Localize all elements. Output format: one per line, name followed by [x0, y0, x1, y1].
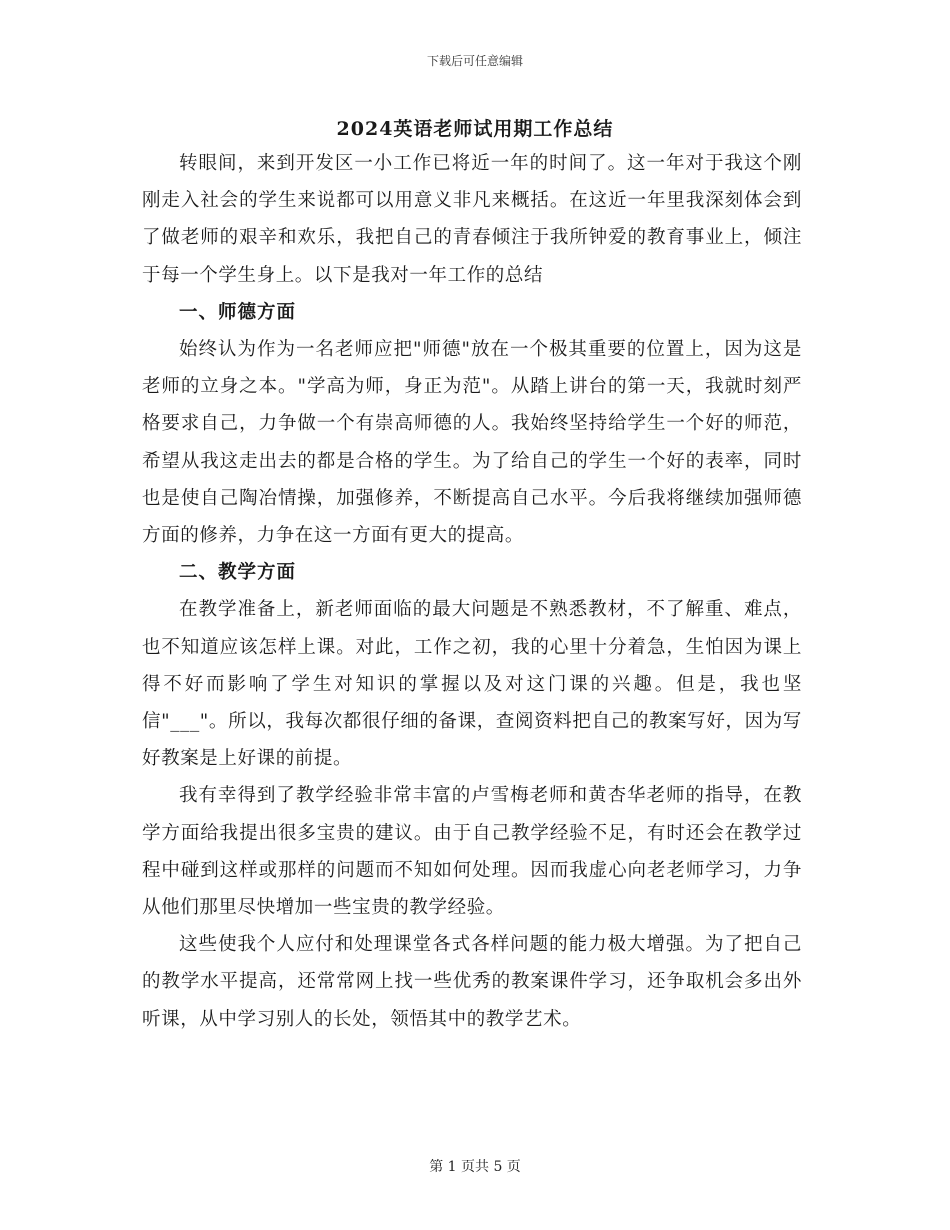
section-heading-ethics: 一、师德方面 — [179, 301, 297, 323]
page-number: 第 1 页共 5 页 — [429, 1159, 521, 1175]
teaching-paragraph-1: 在教学准备上，新老师面临的最大问题是不熟悉教材，不了解重、难点，也不知道应该怎样上课。对此，工作之初，我的心里十分着急，生怕因为课上得不好而影响了学生对知识的掌握以及对这门课的兴趣。但是，我也坚信"___"。所以，我每次都很仔细的备课，查阅资料把自己的教案写好，因为写好教案是上好课的前提。 — [142, 599, 802, 770]
teaching-paragraph-3: 这些使我个人应付和处理课堂各式各样问题的能力极大增强。为了把自己的教学水平提高，还常常网上找一些优秀的教案课件学习，还争取机会多出外听课，从中学习别人的长处，领悟其中的教学艺术。 — [142, 934, 802, 1030]
header-note: 下载后可任意编辑 — [426, 54, 523, 68]
document-title: 2024英语老师试用期工作总结 — [336, 118, 614, 140]
ethics-paragraph: 始终认为作为一名老师应把"师德"放在一个极其重要的位置上，因为这是老师的立身之本。"学高为师，身正为范"。从踏上讲台的第一天，我就时刻严格要求自己，力争做一个有崇高师德的人。我始终坚持给学生一个好的师范，希望从我这走出去的都是合格的学生。为了给自己的学生一个好的表率，同时也是使自己陶冶情操，加强修养，不断提高自己水平。今后我将继续加强师德方面的修养，力争在这一方面有更大的提高。 — [142, 339, 802, 547]
document-body — [142, 145, 802, 1038]
section-heading-teaching: 二、教学方面 — [179, 562, 297, 584]
intro-paragraph: 转眼间，来到开发区一小工作已将近一年的时间了。这一年对于我这个刚刚走入社会的学生来说都可以用意义非凡来概括。在这近一年里我深刻体会到了做老师的艰辛和欢乐，我把自己的青春倾注于我所钟爱的教育事业上，倾注于每一个学生身上。以下是我对一年工作的总结 — [142, 153, 802, 286]
teaching-paragraph-2: 我有幸得到了教学经验非常丰富的卢雪梅老师和黄杏华老师的指导，在教学方面给我提出很多宝贵的建议。由于自己教学经验不足，有时还会在教学过程中碰到这样或那样的问题而不知如何处理。因而我虚心向老老师学习，力争从他们那里尽快增加一些宝贵的教学经验。 — [142, 785, 802, 919]
